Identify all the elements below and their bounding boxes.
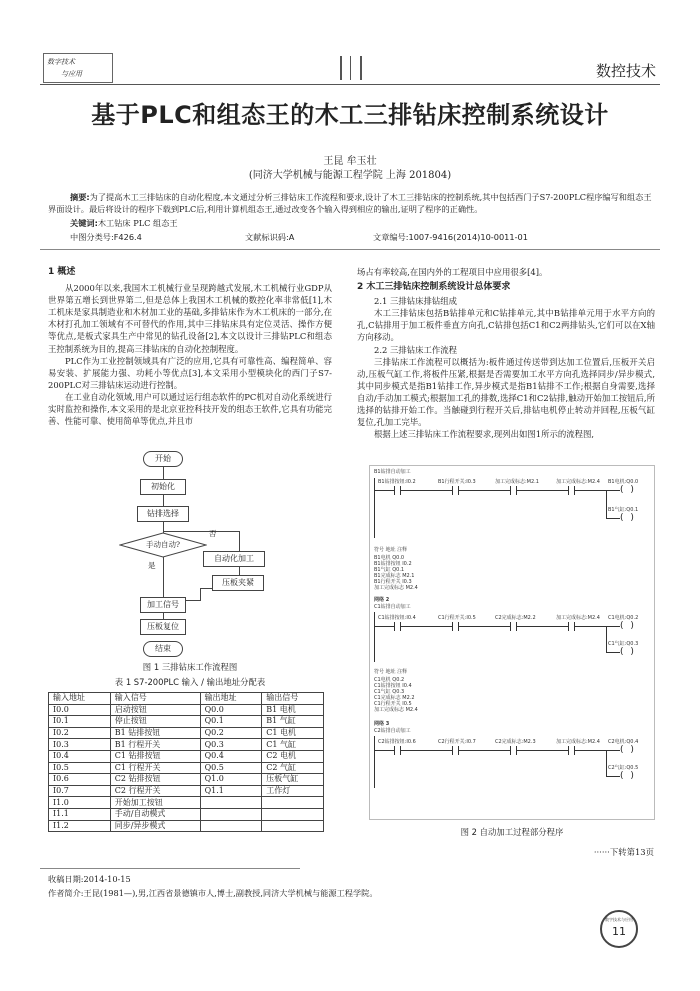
- col-header: 输入信号: [110, 693, 200, 705]
- table-row: [49, 739, 324, 751]
- net2-symbol: C1完成标志 M2.2: [374, 695, 415, 701]
- table-cell: C1 电机: [262, 727, 324, 739]
- net2-symbol: C1电机 Q0.2: [374, 677, 405, 683]
- net1-symbol: B1电机 Q0.0: [374, 555, 405, 561]
- table-cell: [262, 820, 324, 832]
- abstract-text: 为了提高木工三排钻床的自动化程度,本文通过分析三排钻床工作流程和要求,设计了木工三排钻床的控制系统,其中包括西门子S7-200PLC程序编写和组态王界面设计。最后将设计的程序下载到PLC后,利用计算机组态王,通过改变各个输入得到相应的输出,证明了程序的正确性。: [48, 192, 652, 214]
- net3-contact-1: [394, 746, 401, 755]
- left-column: [48, 266, 332, 427]
- net1-symbol: B1完成标志 M2.1: [374, 573, 415, 579]
- header-rule: [40, 84, 660, 85]
- net2-coil-2: ( ): [620, 647, 636, 657]
- table-row: [49, 727, 324, 739]
- table-cell: B1 行程开关: [110, 739, 200, 751]
- section-2-heading: 2 木工三排钻床控制系统设计总体要求: [357, 282, 511, 293]
- table-cell: Q0.4: [200, 750, 262, 762]
- subsection-2-2: 2.2 三排钻床工作流程: [374, 344, 457, 355]
- net3-coil-2-label: C2气缸:Q0.5: [608, 765, 639, 771]
- net1-coil-2: ( ): [620, 513, 636, 523]
- table-body: [49, 704, 324, 832]
- flow-no-label: 否: [209, 529, 217, 538]
- header-divider: [340, 56, 362, 80]
- table-cell: 手动/自动模式: [110, 808, 200, 820]
- table-cell: Q1.0: [200, 774, 262, 786]
- net3-contact-4: [568, 746, 575, 755]
- flow-start: 开始: [143, 451, 183, 467]
- net2-label: 网络 2: [374, 597, 390, 603]
- table-cell: I1.2: [49, 820, 111, 832]
- net1-contact-1: [394, 486, 401, 495]
- net2-symbol-header: 符号 地址 注释: [374, 669, 408, 675]
- table-cell: I0.2: [49, 727, 111, 739]
- net2-symbol: C1行程开关 I0.5: [374, 701, 412, 707]
- net1-symbol-header: 符号 地址 注释: [374, 547, 408, 553]
- net1-contact-1-label: B1钻排按钮:I0.2: [378, 479, 416, 485]
- document-code: 文献标识码:A: [245, 232, 295, 242]
- net3-contact-2-label: C2行程开关:I0.7: [438, 739, 476, 745]
- table-cell: C1 行程开关: [110, 762, 200, 774]
- continued-note: ······下转第13页: [593, 847, 654, 857]
- footnote-rule: [40, 868, 300, 869]
- net3-title: C2钻排自动加工: [374, 728, 411, 734]
- table-cell: C2 气缸: [262, 762, 324, 774]
- net1-contact-3: [510, 486, 517, 495]
- header-divider-inner: [350, 56, 351, 80]
- net1-coil-1: ( ): [620, 485, 636, 495]
- flow-reset: 压板复位: [140, 619, 186, 635]
- net3-coil-1: ( ): [620, 745, 636, 755]
- figure-2-caption: 图 2 自动加工过程部分程序: [460, 827, 564, 837]
- table-cell: 工作灯: [262, 785, 324, 797]
- table-row: [49, 704, 324, 716]
- table-cell: Q0.1: [200, 716, 262, 728]
- net2-coil-2-label: C1气缸:Q0.3: [608, 641, 639, 647]
- page-number: 11: [612, 925, 626, 938]
- table-cell: I0.3: [49, 739, 111, 751]
- net2-contact-2-label: C1行程开关:I0.5: [438, 615, 476, 621]
- net2-symbol: 加工完成标志 M2.4: [374, 707, 418, 713]
- section-title: 数控技术: [595, 62, 656, 80]
- table-cell: I1.1: [49, 808, 111, 820]
- table-cell: [200, 808, 262, 820]
- table-row: [49, 762, 324, 774]
- table-cell: I0.0: [49, 704, 111, 716]
- table-cell: C1 气缸: [262, 739, 324, 751]
- flow-yes-label: 是: [148, 561, 156, 570]
- table-row: [49, 808, 324, 820]
- net3-contact-2: [452, 746, 459, 755]
- table-1-caption: 表 1 S7-200PLC 输入 / 输出地址分配表: [114, 677, 266, 687]
- net2-symbol: C1气缸 Q0.3: [374, 689, 405, 695]
- net1-contact-2-label: B1行程开关:I0.3: [438, 479, 476, 485]
- table-cell: Q0.3: [200, 739, 262, 751]
- page-badge: [600, 910, 638, 948]
- net3-contact-3-label: C2完成标志:M2.3: [495, 739, 536, 745]
- affiliation: (同济大学机械与能源工程学院 上海 201804): [248, 170, 452, 181]
- journal-logo: [43, 53, 113, 83]
- flow-decision: 手动自动?: [145, 540, 181, 549]
- net1-coil-1-label: B1电机:Q0.0: [608, 479, 639, 485]
- table-cell: I0.1: [49, 716, 111, 728]
- net1-symbol: B1气缸 Q0.1: [374, 567, 405, 573]
- table-cell: 压板气缸: [262, 774, 324, 786]
- table-row: [49, 774, 324, 786]
- net2-symbol: C1钻排按钮 I0.4: [374, 683, 412, 689]
- net1-coil-2-label: B1气缸:Q0.1: [608, 507, 639, 513]
- table-cell: C1 钻排按钮: [110, 750, 200, 762]
- article-number: 文章编号:1007-9416(2014)10-0011-01: [373, 232, 528, 242]
- table-row: [49, 785, 324, 797]
- paragraph: PLC作为工业控制领域具有广泛的应用,它具有可靠性高、编程简单、容易安装、扩展能力强、功耗小等优点[3],本文采用小型模块化的西门子S7-200PLC对三排钻床运动进行控制。: [48, 355, 332, 390]
- net2-contact-4-label: 加工完成标志:M2.4: [556, 615, 600, 621]
- keywords-text: 木工钻床 PLC 组态王: [97, 218, 178, 228]
- table-cell: I0.7: [49, 785, 111, 797]
- net1-contact-2: [452, 486, 459, 495]
- net2-coil-1-label: C1电机:Q0.2: [608, 615, 639, 621]
- table-cell: B1 电机: [262, 704, 324, 716]
- clc-number: 中图分类号:F426.4: [70, 232, 142, 242]
- table-cell: C2 电机: [262, 750, 324, 762]
- subsection-2-1: 2.1 三排钻床排钻组成: [374, 296, 457, 307]
- net3-coil-1-label: C2电机:Q0.4: [608, 739, 639, 745]
- table-cell: I0.4: [49, 750, 111, 762]
- table-cell: [262, 808, 324, 820]
- flow-clamp: 压板夹紧: [212, 575, 264, 591]
- logo-line-2: 与应用: [61, 70, 82, 78]
- table-cell: 开始加工按钮: [110, 797, 200, 809]
- net2-contact-3: [510, 622, 517, 631]
- table-cell: Q0.2: [200, 727, 262, 739]
- table-row: [49, 820, 324, 832]
- table-cell: 停止按钮: [110, 716, 200, 728]
- net3-contact-4-label: 加工完成标志:M2.4: [556, 739, 600, 745]
- figure-1-caption: 图 1 三排钻床工作流程图: [142, 662, 238, 672]
- net2-title: C1钻排自动加工: [374, 604, 411, 610]
- table-cell: I1.0: [49, 797, 111, 809]
- net3-label: 网络 3: [374, 721, 390, 727]
- flow-init: 初始化: [140, 479, 186, 495]
- paragraph-continued: 场占有率较高,在国内外的工程项目中应用很多[4]。: [357, 267, 548, 277]
- net2-contact-4: [568, 622, 575, 631]
- paragraph: 在工业自动化领域,用户可以通过运行组态软件的PC机对自动化系统进行实时监控和操作,本文采用的是北京亚控科技开发的组态王软件,它具有功能完善、性能可靠、使用简单等优点,并且市: [48, 391, 332, 427]
- net1-symbol: B1钻排按钮 I0.2: [374, 561, 412, 567]
- received-date: 收稿日期:2014-10-15: [48, 874, 131, 884]
- authors: 王昆 牟玉壮: [323, 156, 377, 167]
- table-cell: C2 行程开关: [110, 785, 200, 797]
- paragraph: 三排钻床工作流程可以概括为:板件通过传送带到达加工位置后,压板开关启动,压板气缸工作,将板件压紧,根据是否需要加工水平方向孔选择同步/异步模式,其中同步模式是指B1钻排工作,异步模式是指B1钻排不工作;根据自身需要,选择自动/手动加工模式;根据加工孔的排数,选择C1和C2钻排,触动开始加工按钮后,所选择的钻排开始工作。当触碰到行程开关后,排钻电机停止转动并回程,压板气缸复位,孔加工完毕。: [357, 356, 655, 428]
- net1-symbol: 加工完成标志 M2.4: [374, 585, 418, 591]
- net1-contact-3-label: 加工完成标志:M2.1: [495, 479, 539, 485]
- net1-title: B1钻排自动加工: [374, 469, 411, 475]
- io-table: [48, 692, 324, 832]
- net2-contact-1-label: C1钻排按钮:I0.4: [378, 615, 416, 621]
- col-header: 输出信号: [262, 693, 324, 705]
- flow-signal: 加工信号: [140, 597, 186, 613]
- table-cell: Q0.5: [200, 762, 262, 774]
- table-cell: [200, 797, 262, 809]
- net3-coil-2: ( ): [620, 771, 636, 781]
- section-1-heading: 1 概述: [48, 267, 76, 277]
- flow-select: 钻排选择: [137, 506, 189, 522]
- table-row: [49, 716, 324, 728]
- ladder-diagram: [369, 465, 655, 820]
- article-title: 基于PLC和组态王的木工三排钻床控制系统设计: [91, 101, 609, 129]
- logo-line-1: 数字技术: [47, 58, 75, 66]
- right-column: [357, 266, 655, 440]
- flow-auto: 自动化加工: [203, 551, 265, 567]
- col-header: 输入地址: [49, 693, 111, 705]
- net1-symbol: B1行程开关 I0.3: [374, 579, 412, 585]
- abstract: [48, 191, 654, 215]
- table-row: [49, 797, 324, 809]
- col-header: 输出地址: [200, 693, 262, 705]
- table-cell: I0.5: [49, 762, 111, 774]
- paragraph: 根据上述三排钻床工作流程要求,现列出如图1所示的流程图,: [374, 429, 595, 440]
- keywords-label: 关键词:: [70, 218, 98, 228]
- net2-contact-1: [394, 622, 401, 631]
- net2-contact-3-label: C2完成标志:M2.2: [495, 615, 536, 621]
- net2-contact-2: [452, 622, 459, 631]
- flow-end: 结束: [143, 641, 183, 657]
- net1-contact-4-label: 加工完成标志:M2.4: [556, 479, 600, 485]
- table-cell: 同步/异步模式: [110, 820, 200, 832]
- table-cell: C2 钻排按钮: [110, 774, 200, 786]
- table-header-row: [49, 693, 324, 705]
- table-row: [49, 750, 324, 762]
- table-cell: 启动按钮: [110, 704, 200, 716]
- net1-contact-4: [568, 486, 575, 495]
- abstract-rule: [40, 249, 660, 250]
- paragraph: 从2000年以来,我国木工机械行业呈现跨越式发展,木工机械行业GDP从世界第五增长到世界第二,但是总体上我国木工机械的数控化率非常低[1],木工机床是家具制造业和木材加工业的基础,多排钻床作为木工机床的一部分,在木材打孔加工领域有不可替代的作用,其中三排钻床具有定位灵活、操作方便等优点,是板式家具生产中常见的钻孔设备[2],本文以设计三排钻PLC和组态王控制系统为目的,提高三排钻床的自动化控制程度。: [48, 283, 332, 354]
- keywords: [70, 218, 178, 229]
- paragraph: 木工三排钻床包括B钻排单元和C钻排单元,其中B钻排单元用于水平方向的孔,C钻排用于加工板件垂直方向孔,C钻排包括C1和C2两排钻头,它们可以在X轴方向移动。: [357, 308, 655, 343]
- table-cell: Q0.0: [200, 704, 262, 716]
- table-cell: B1 气缸: [262, 716, 324, 728]
- table-cell: B1 钻排按钮: [110, 727, 200, 739]
- table-cell: [200, 820, 262, 832]
- net3-contact-3: [510, 746, 517, 755]
- table-cell: Q1.1: [200, 785, 262, 797]
- table-cell: I0.6: [49, 774, 111, 786]
- table-cell: [262, 797, 324, 809]
- abstract-label: 摘要:: [70, 192, 90, 202]
- net2-coil-1: ( ): [620, 621, 636, 631]
- net3-contact-1-label: C2钻排按钮:I0.6: [378, 739, 416, 745]
- badge-text: 数字技术与应用: [605, 917, 633, 922]
- author-bio: 作者简介:王昆(1981—),男,江西省景德镇市人,博士,副教授,同济大学机械与能源工程学院。: [48, 888, 378, 898]
